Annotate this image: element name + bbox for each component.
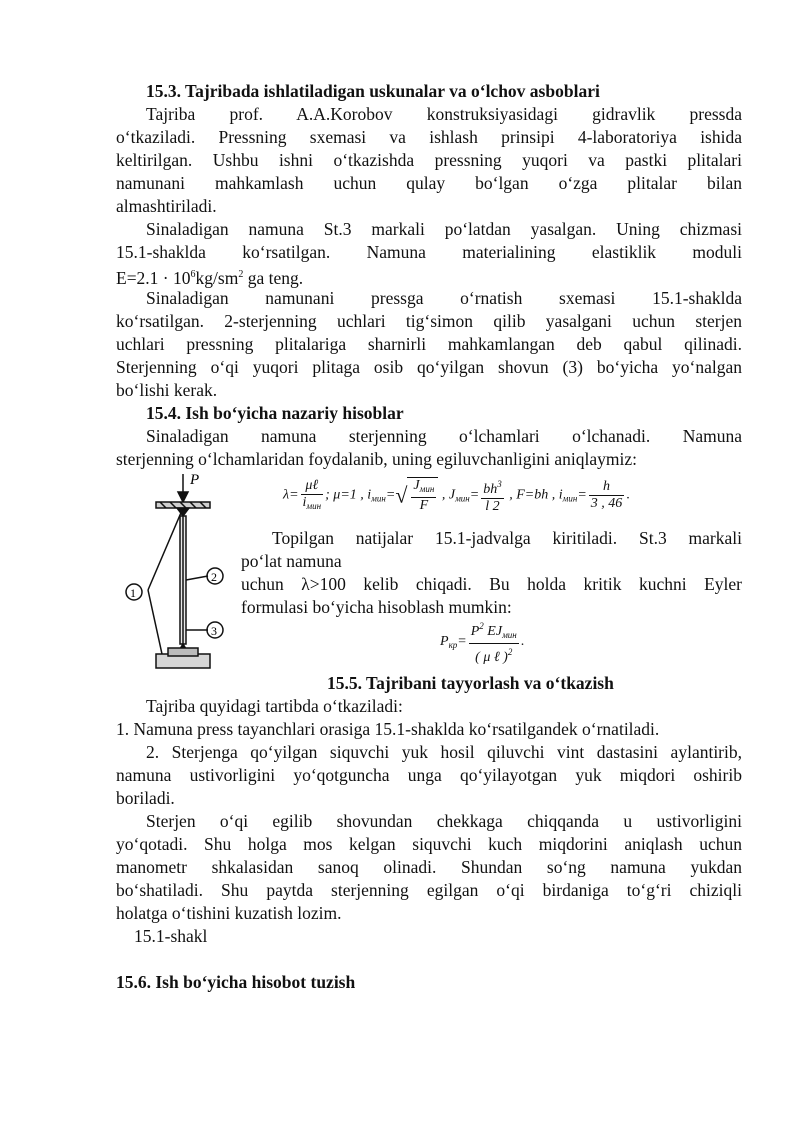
label-2: 2 [211, 570, 217, 584]
paragraph-line: Sterjenning o‘qi yuqori plitaga osib qo‘yilgan shovun (3) bo‘yicha yo‘nalgan [116, 357, 742, 377]
paragraph-line: sterjenning o‘lchamlaridan foydalanib, uning egiluvchanligini aniqlaymiz: [116, 449, 637, 469]
section-15-5-title: 15.5. Tajribani tayyorlash va o‘tkazish [327, 673, 614, 693]
paragraph-line: Topilgan natijalar 15.1-jadvalga kiritiladi. St.3 markali [272, 528, 742, 548]
paragraph-line: bo‘shatiladi. Shu paytda sterjenning egilgan o‘qi birdaniga to‘g‘ri chiziqli [116, 880, 742, 900]
unit-exponent: 2 [238, 269, 244, 280]
figure-15-1 [120, 470, 240, 680]
paragraph-line: formulasi bo‘yicha hisoblash mumkin: [241, 597, 512, 617]
paragraph-line: keltirilgan. Ushbu ishni o‘tkazishda pressning yuqori va pastki plitalari [116, 150, 742, 170]
paragraph-line: boriladi. [116, 788, 175, 808]
paragraph-line: ko‘rsatilgan. 2-sterjenning uchlari tig‘simon qilib yasalgani uchun sterjen [116, 311, 742, 331]
label-3: 3 [211, 624, 217, 638]
paragraph-line: Sinaladigan namuna St.3 markali po‘latdan yasalgan. Uning chizmasi [146, 219, 742, 239]
paragraph-line: manometr shkalasidan sanoq olinadi. Shundan so‘ng namuna yukdan [116, 857, 742, 877]
paragraph-line: Sinaladigan namuna sterjenning o‘lchamlari o‘lchanadi. Namuna [146, 426, 742, 446]
paragraph-line: Tajriba prof. A.A.Korobov konstruksiyasidagi gidravlik pressda [146, 104, 742, 124]
paragraph-line: po‘lat namuna [241, 551, 342, 571]
paragraph-line: Sinaladigan namunani pressga o‘rnatish sxemasi 15.1-shaklda [146, 288, 742, 308]
paragraph-line: almashtiriladi. [116, 196, 217, 216]
paragraph-line: Tajriba quyidagi tartibda o‘tkaziladi: [146, 696, 403, 716]
paragraph-line: uchlari pressning plitalariga sharnirli mahkamlangan deb qabul qilinadi. [116, 334, 742, 354]
figure-caption: 15.1-shakl [134, 926, 208, 946]
slenderness-formula: λ= $\frac{\text{μℓ}}{i_{мин}}$ ; μ=1 , $i_{мин}=√$ $\frac{J_{мин}}{F}$ , $J_{мин}=$ $\frac{bh^3}{l 2}$ , F=bh , $i_{мин}=$ $\frac{h}{3 , 46}$ . [283, 477, 630, 514]
paragraph-line: namuna ustivorligini yo‘qotguncha unga qo‘yilayotgan yuk miqdori oshirib [116, 765, 742, 785]
label-1: 1 [130, 586, 136, 600]
paragraph-line: 15.1-shaklda ko‘rsatilgan. Namuna materialining elastiklik moduli [116, 242, 742, 262]
paragraph-line: yo‘qotadi. Shu holga mos kelgan siquvchi kuch miqdorini aniqlash uchun [116, 834, 742, 854]
arrow-head-icon [178, 492, 188, 502]
plumb-line [148, 508, 183, 590]
modulus-unit: kg/sm [195, 267, 239, 288]
paragraph-line: 1. Namuna press tayanchlari orasiga 15.1-shaklda ko‘rsatilgandek o‘rnatiladi. [116, 719, 660, 739]
paragraph-line: uchun λ>100 kelib chiqadi. Bu holda kritik kuchni Eyler [241, 574, 742, 594]
euler-formula: $P_{кр}=$ $\frac{P^2 EJ_{мин}}{( \mu \ell )^2}$ . [440, 618, 524, 666]
paragraph-line: holatga o‘tishini kuzatish lozim. [116, 903, 342, 923]
paragraph-line: bo‘lishi kerak. [116, 380, 218, 400]
modulus-text: E=2.1 · 10 [116, 267, 191, 288]
paragraph-line: 2. Sterjenga qo‘yilgan siquvchi yuk hosil qiluvchi vint dastasini aylantirib, [146, 742, 742, 762]
paragraph-line [116, 264, 303, 289]
paragraph-line: namunani mahkamlash uchun qulay bo‘lgan o‘zga plitalar bilan [116, 173, 742, 193]
section-15-3-title: 15.3. Tajribada ishlatiladigan uskunalar va o‘lchov asboblari [146, 81, 600, 101]
section-15-4-title: 15.4. Ish bo‘yicha nazariy hisoblar [146, 403, 404, 423]
modulus-tail: ga teng. [243, 267, 304, 288]
paragraph-line: o‘tkaziladi. Pressning sxemasi va ishlash prinsipi 4-laboratoriya ishida [116, 127, 742, 147]
paragraph-line: Sterjen o‘qi egilib shovundan chekkaga chiqqanda u ustivorligini [146, 811, 742, 831]
section-15-6-title: 15.6. Ish bo‘yicha hisobot tuzish [116, 972, 356, 992]
modulus-exponent: 6 [190, 269, 196, 280]
load-label: P [190, 472, 200, 488]
